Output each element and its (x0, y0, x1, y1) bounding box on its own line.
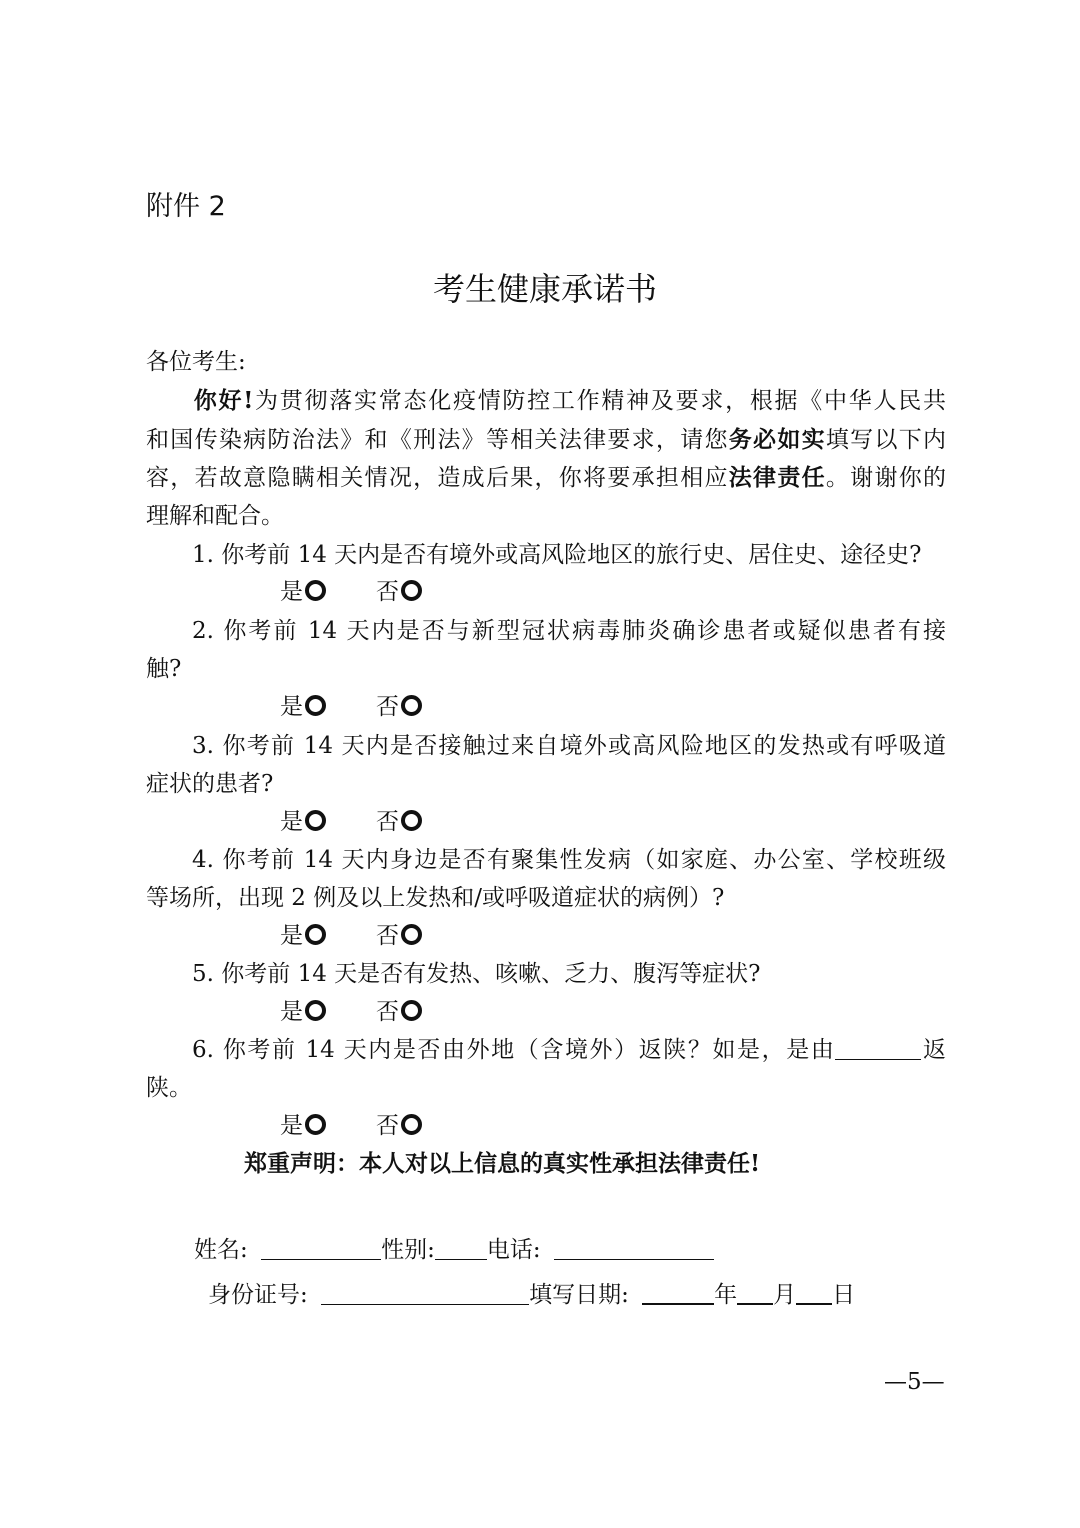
q1-no-option[interactable] (376, 573, 422, 606)
radio-circle-icon[interactable] (401, 1114, 422, 1135)
question-1-options (280, 573, 422, 606)
yes-label: 是 (280, 694, 303, 720)
q2-yes-option[interactable] (280, 688, 326, 721)
gender-label: 性别: (381, 1237, 435, 1263)
question-2-text: 2. 你考前 14 天内是否与新型冠状病毒肺炎确诊患者或疑似患者有接 (192, 618, 946, 644)
q3-yes-option[interactable] (280, 803, 326, 836)
page-number: —5— (884, 1369, 945, 1395)
no-label: 否 (376, 999, 399, 1025)
q5-yes-option[interactable] (280, 993, 326, 1026)
question-5-text: 5. 你考前 14 天是否有发热、咳嗽、乏力、腹泻等症状? (192, 961, 761, 987)
intro-line-3-pre: 容，若故意隐瞒相关情况，造成后果，你将要承担相应 (146, 465, 729, 491)
no-label: 否 (376, 579, 399, 605)
intro-line-2-pre: 和国传染病防治法》和《刑法》等相关法律要求，请您 (146, 427, 729, 453)
intro-line-2 (146, 421, 946, 454)
gender-field[interactable] (435, 1239, 487, 1260)
no-label: 否 (376, 694, 399, 720)
yes-label: 是 (280, 809, 303, 835)
yes-label: 是 (280, 923, 303, 949)
question-6-text-pre: 6. 你考前 14 天内是否由外地（含境外）返陕？如是，是由 (192, 1037, 836, 1063)
month-field[interactable] (737, 1283, 773, 1305)
yes-label: 是 (280, 579, 303, 605)
question-2-text-cont: 触? (146, 656, 182, 682)
question-3-options (280, 803, 422, 836)
radio-circle-icon[interactable] (401, 580, 422, 601)
day-label: 日 (832, 1282, 856, 1308)
intro-greeting: 你好! (192, 387, 254, 414)
date-label: 填写日期: (529, 1282, 629, 1308)
yes-label: 是 (280, 999, 303, 1025)
radio-circle-icon[interactable] (401, 695, 422, 716)
intro-line-3 (146, 459, 946, 492)
radio-circle-icon[interactable] (305, 1114, 326, 1135)
no-label: 否 (376, 1113, 399, 1139)
intro-line-2-post: 填写以下内 (825, 427, 946, 453)
declaration: 郑重声明：本人对以上信息的真实性承担法律责任! (244, 1150, 761, 1177)
radio-circle-icon[interactable] (305, 810, 326, 831)
question-6-text-post: 返 (921, 1037, 946, 1063)
q1-yes-option[interactable] (280, 573, 326, 606)
question-2-options (280, 688, 422, 721)
radio-circle-icon[interactable] (401, 810, 422, 831)
id-number-field[interactable] (321, 1284, 529, 1305)
question-4-text: 4. 你考前 14 天内身边是否有聚集性发病（如家庭、办公室、学校班级 (192, 847, 946, 873)
q4-yes-option[interactable] (280, 917, 326, 950)
name-field[interactable] (261, 1239, 381, 1260)
q5-no-option[interactable] (376, 993, 422, 1026)
q2-no-option[interactable] (376, 688, 422, 721)
intro-emphasis-truthful: 务必如实 (728, 426, 826, 453)
form-row-1 (194, 1231, 954, 1264)
phone-label: 电话: (486, 1237, 541, 1263)
q3-no-option[interactable] (376, 803, 422, 836)
no-label: 否 (376, 923, 399, 949)
document-title: 考生健康承诺书 (432, 270, 657, 308)
intro-line-3-post: 。谢谢你的 (825, 465, 946, 491)
month-label: 月 (773, 1282, 797, 1308)
radio-circle-icon[interactable] (401, 1000, 422, 1021)
question-3-text-cont: 症状的患者? (146, 771, 274, 797)
question-4-text-cont: 等场所，出现 2 例及以上发热和/或呼吸道症状的病例）? (146, 885, 725, 911)
question-5-options (280, 993, 422, 1026)
salutation: 各位考生: (146, 349, 246, 375)
radio-circle-icon[interactable] (305, 924, 326, 945)
form-row-2 (208, 1276, 948, 1309)
question-3-text: 3. 你考前 14 天内是否接触过来自境外或高风险地区的发热或有呼吸道 (192, 733, 946, 759)
return-origin-blank[interactable] (835, 1039, 921, 1060)
year-field[interactable] (642, 1283, 714, 1305)
name-label: 姓名: (194, 1237, 248, 1263)
q6-no-option[interactable] (376, 1107, 422, 1140)
q4-no-option[interactable] (376, 917, 422, 950)
radio-circle-icon[interactable] (305, 695, 326, 716)
question-6-options (280, 1107, 422, 1140)
no-label: 否 (376, 809, 399, 835)
annex-label: 附件 2 (146, 191, 226, 222)
year-label: 年 (714, 1282, 738, 1308)
phone-field[interactable] (554, 1239, 714, 1260)
question-6-text (192, 1031, 946, 1064)
question-4-options (280, 917, 422, 950)
intro-line-1 (146, 382, 946, 415)
question-6-text-cont: 陕。 (146, 1075, 192, 1101)
intro-emphasis-legal: 法律责任 (728, 464, 826, 491)
radio-circle-icon[interactable] (305, 580, 326, 601)
radio-circle-icon[interactable] (305, 1000, 326, 1021)
id-number-label: 身份证号: (208, 1282, 308, 1308)
radio-circle-icon[interactable] (401, 924, 422, 945)
intro-line-4: 理解和配合。 (146, 503, 284, 529)
day-field[interactable] (796, 1283, 832, 1305)
question-1-text: 1. 你考前 14 天内是否有境外或高风险地区的旅行史、居住史、途径史? (192, 542, 922, 568)
intro-line-1-text: 为贯彻落实常态化疫情防控工作精神及要求，根据《中华人民共 (253, 388, 946, 414)
yes-label: 是 (280, 1113, 303, 1139)
q6-yes-option[interactable] (280, 1107, 326, 1140)
